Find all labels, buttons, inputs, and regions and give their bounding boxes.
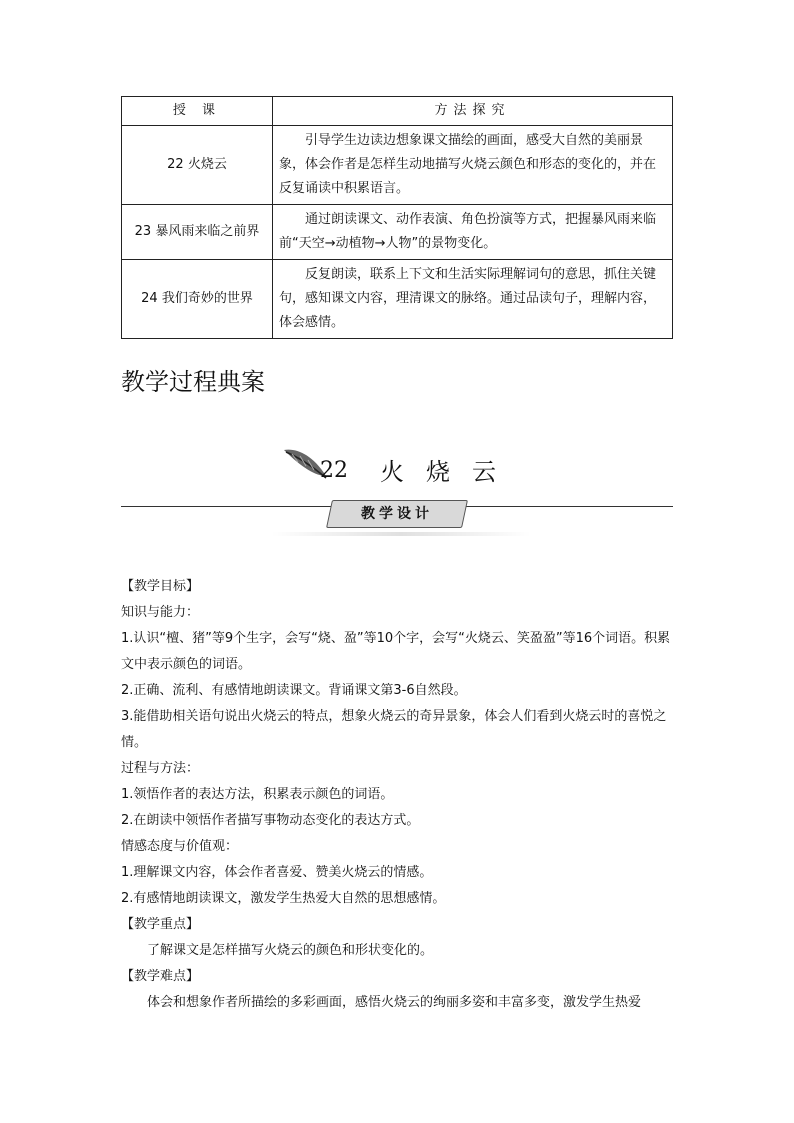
design-badge [326,500,468,528]
knowledge-item: 2.正确、流利、有感情地朗读课文。背诵课文第3-6自然段。 [121,683,467,698]
table-row [122,260,673,339]
design-label: 教学设计 [361,506,433,522]
knowledge-heading: 知识与能力： [121,605,200,620]
teaching-methods-table [121,96,673,339]
difficulty-text: 体会和想象作者所描绘的多彩画面，感悟火烧云的绚丽多姿和丰富多变，激发学生热爱 [147,995,642,1010]
focus-text: 了解课文是怎样描写火烧云的颜色和形状变化的。 [147,943,434,958]
header-lesson: 授 课 [122,97,273,126]
process-item: 2.在朗读中领悟作者描写事物动态变化的表达方式。 [121,813,420,828]
method-cell: 引导学生边读边想象课文描绘的画面，感受大自然的美丽景象，体会作者是怎样生动地描写火烧云颜色和形态的变化的，并在反复诵读中积累语言。 [273,126,673,205]
focus-tag: 【教学重点】 [121,917,200,932]
table-header-row [122,97,673,126]
table-row [122,126,673,205]
lesson-cell: 24 我们奇妙的世界 [122,260,273,339]
knowledge-item: 3.能借助相关语句说出火烧云的特点，想象火烧云的奇异景象，体会人们看到火烧云时的喜悦之情。 [121,709,667,750]
lesson-cell: 22 火烧云 [122,126,273,205]
lesson-heading [282,446,542,496]
process-item: 1.领悟作者的表达方法，积累表示颜色的词语。 [121,787,394,802]
method-cell: 通过朗读课文、动作表演、角色扮演等方式，把握暴风雨来临前“天空→动植物→人物”的景物变化。 [273,205,673,260]
lesson-number: 22 [320,458,348,483]
section-title: 教学过程典案 [121,368,265,396]
emotion-item: 2.有感情地朗读课文，激发学生热爱大自然的思想感情。 [121,891,446,906]
lesson-plan-content [121,574,677,1016]
method-cell: 反复朗读，联系上下文和生活实际理解词句的意思，抓住关键句，感知课文内容，理清课文的脉络。通过品读句子，理解内容，体会感情。 [273,260,673,339]
divider-shadow [271,532,531,536]
table-row [122,205,673,260]
process-heading: 过程与方法： [121,761,200,776]
knowledge-item: 1.认识“檀、猪”等9个生字，会写“烧、盈”等10个字，会写“火烧云、笑盈盈”等16个词语。积累文中表示颜色的词语。 [121,631,671,672]
design-divider [121,498,673,542]
difficulty-tag: 【教学难点】 [121,969,200,984]
lesson-cell: 23 暴风雨来临之前界 [122,205,273,260]
emotion-item: 1.理解课文内容，体会作者喜爱、赞美火烧云的情感。 [121,865,433,880]
header-method: 方法探究 [273,97,673,126]
lesson-name: 火烧云 [380,458,518,486]
emotion-heading: 情感态度与价值观： [121,839,239,854]
goals-tag: 【教学目标】 [121,579,200,594]
